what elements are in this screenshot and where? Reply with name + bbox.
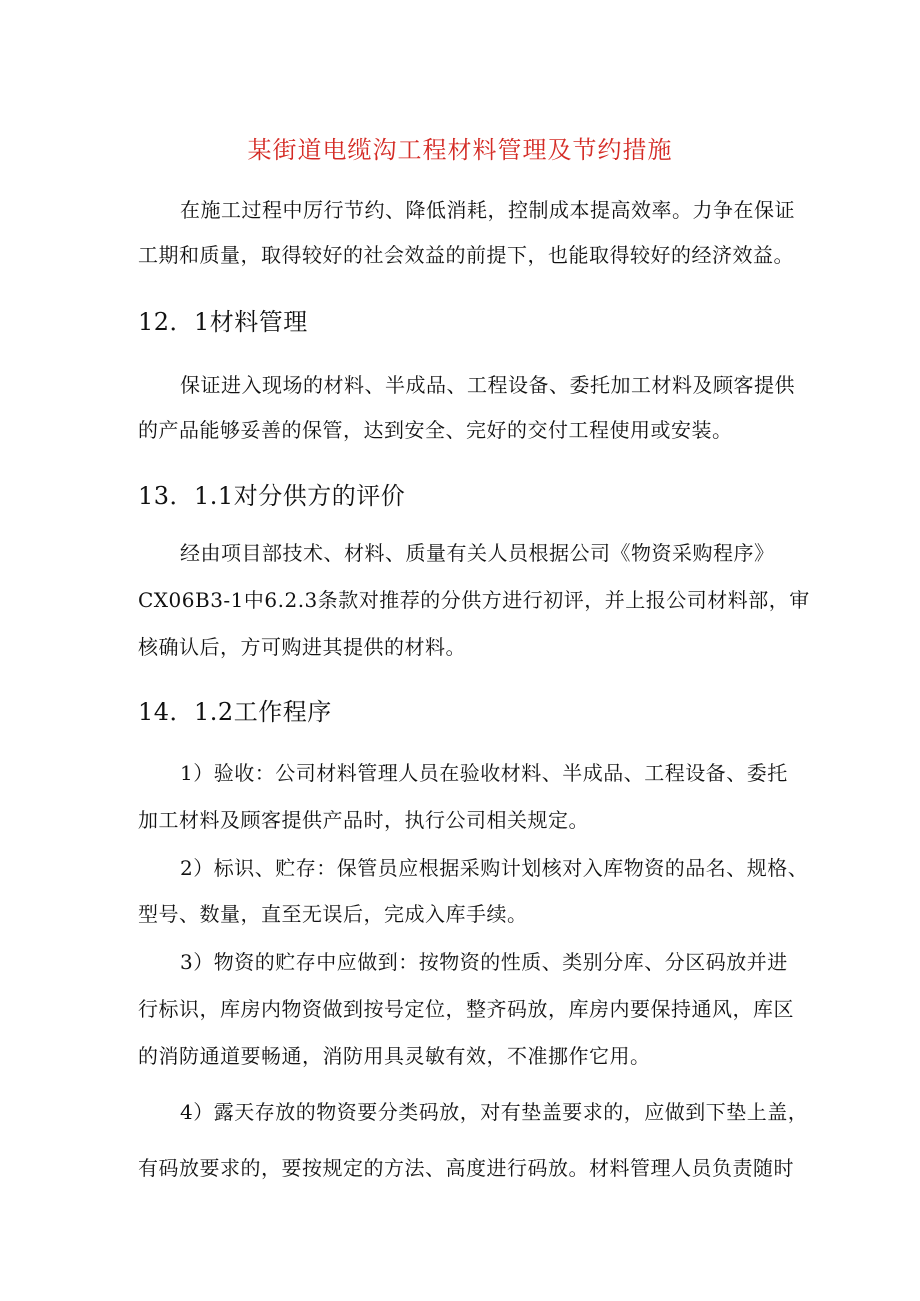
section-heading-14-1-2: 14．1.2工作程序 [138, 698, 332, 726]
procedure-item-4-line-1: 4）露天存放的物资要分类码放，对有垫盖要求的，应做到下垫上盖， [180, 1100, 809, 1124]
section-12-1-line-1: 保证进入现场的材料、半成品、工程设备、委托加工材料及顾客提供 [180, 373, 795, 397]
document-title: 某街道电缆沟工程材料管理及节约措施 [247, 136, 673, 164]
intro-line-1: 在施工过程中厉行节约、降低消耗，控制成本提高效率。力争在保证 [180, 198, 795, 222]
section-13-1-1-line-3: 核确认后，方可购进其提供的材料。 [138, 635, 466, 659]
procedure-item-4-line-2: 有码放要求的，要按规定的方法、高度进行码放。材料管理人员负责随时 [138, 1156, 794, 1180]
section-heading-13-1-1: 13．1.1对分供方的评价 [138, 482, 406, 510]
section-13-1-1-line-1: 经由项目部技术、材料、质量有关人员根据公司《物资采购程序》 [180, 541, 775, 565]
procedure-item-2-line-1: 2）标识、贮存：保管员应根据采购计划核对入库物资的品名、规格、 [180, 856, 809, 880]
section-heading-12-1: 12．1材料管理 [138, 308, 308, 336]
intro-line-2: 工期和质量，取得较好的社会效益的前提下，也能取得较好的经济效益。 [138, 243, 794, 267]
procedure-item-3-line-1: 3）物资的贮存中应做到：按物资的性质、类别分库、分区码放并进 [180, 950, 788, 974]
procedure-item-2-line-2: 型号、数量，直至无误后，完成入库手续。 [138, 902, 528, 926]
section-12-1-line-2: 的产品能够妥善的保管，达到安全、完好的交付工程使用或安装。 [138, 418, 733, 442]
section-13-1-1-line-2: CX06B3-1中6.2.3条款对推荐的分供方进行初评，并上报公司材料部，审 [138, 588, 810, 612]
procedure-item-3-line-2: 行标识，库房内物资做到按号定位，整齐码放，库房内要保持通风，库区 [138, 997, 794, 1021]
procedure-item-1-line-1: 1）验收：公司材料管理人员在验收材料、半成品、工程设备、委托 [180, 761, 788, 785]
procedure-item-3-line-3: 的消防通道要畅通，消防用具灵敏有效，不准挪作它用。 [138, 1044, 651, 1068]
procedure-item-1-line-2: 加工材料及顾客提供产品时，执行公司相关规定。 [138, 808, 589, 832]
